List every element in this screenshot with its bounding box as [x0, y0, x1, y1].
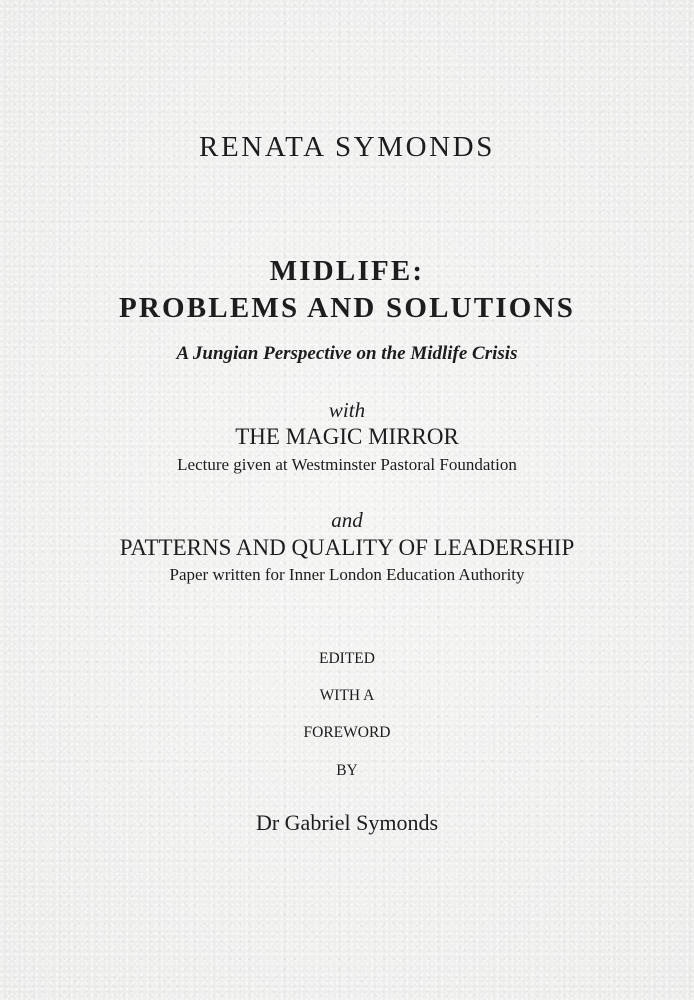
credit-line-by: BY [336, 762, 358, 779]
book-title-line-1: MIDLIFE: [269, 255, 425, 287]
magic-mirror-title: THE MAGIC MIRROR [235, 424, 459, 449]
editor-name: Dr Gabriel Symonds [255, 810, 439, 835]
book-subtitle: A Jungian Perspective on the Midlife Crisis [176, 343, 518, 364]
leadership-description: Paper written for Inner London Education Authority [169, 565, 525, 584]
author-name: RENATA SYMONDS [199, 131, 495, 163]
credit-line-edited: EDITED [319, 650, 375, 667]
leadership-title: PATTERNS AND QUALITY OF LEADERSHIP [119, 535, 575, 560]
with-connector: with [328, 398, 366, 422]
credit-line-foreword: FOREWORD [303, 724, 391, 741]
book-title-line-2: PROBLEMS AND SOLUTIONS [118, 292, 576, 324]
and-connector: and [331, 508, 363, 532]
magic-mirror-description: Lecture given at Westminster Pastoral Foundation [177, 455, 517, 474]
credit-line-with-a: WITH A [319, 687, 375, 704]
